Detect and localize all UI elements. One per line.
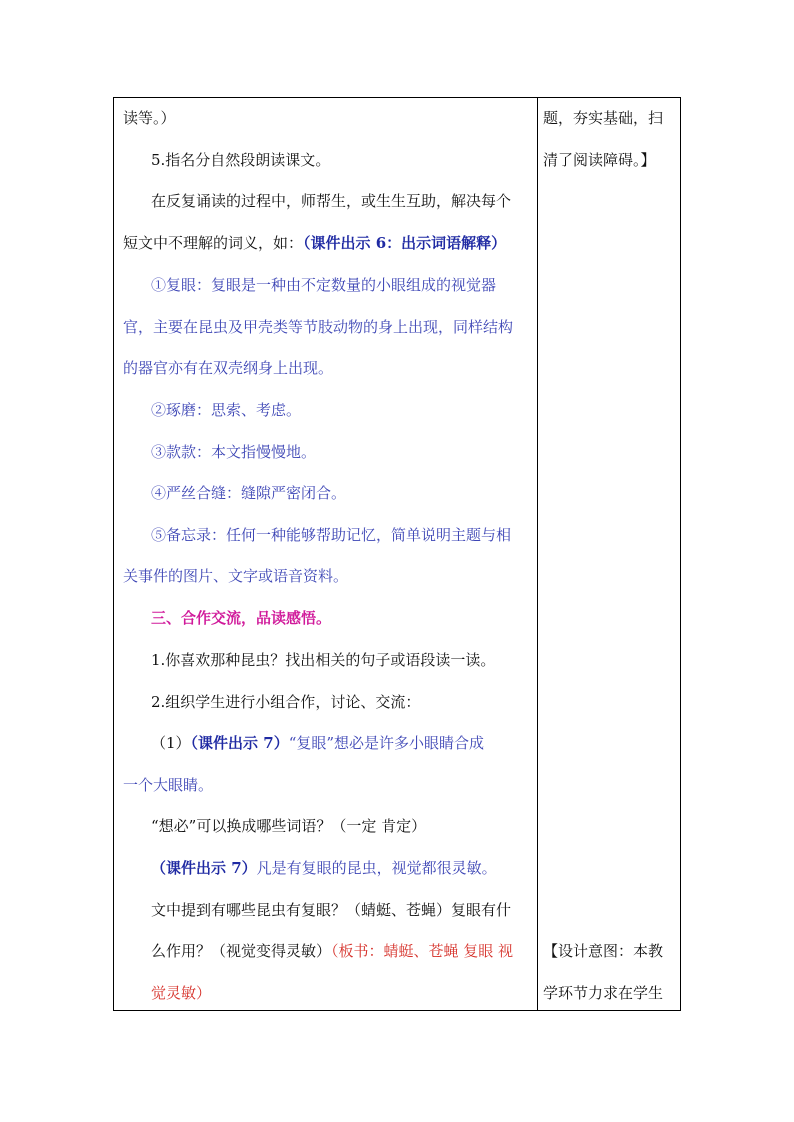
text-line <box>123 223 506 264</box>
text-line: 在反复诵读的过程中，师帮生，或生生互助，解决每个 <box>151 192 512 210</box>
definition-line: ④严丝合缝：缝隙严密闭合。 <box>151 484 347 502</box>
definition-line: 的器官亦有在双壳纲身上出现。 <box>123 359 334 377</box>
text-line <box>151 931 513 972</box>
side-note-line: 清了阅读障碍。】 <box>543 151 656 169</box>
text-line <box>151 723 484 764</box>
side-note-line: 题，夯实基础，扫 <box>543 109 664 127</box>
section-heading: 三、合作交流，品读感悟。 <box>151 609 332 627</box>
definition-line: ①复眼：复眼是一种由不定数量的小眼组成的视觉器 <box>151 276 497 294</box>
blackboard-note: （板书：蜻蜓、苍蝇 复眼 视 <box>331 942 514 960</box>
definition-line: ②琢磨：思索、考虑。 <box>151 401 302 419</box>
side-note-line: 学环节力求在学生 <box>543 984 664 1002</box>
text-segment: 么作用？（视觉变得灵敏） <box>151 942 332 960</box>
definition-line: ⑤备忘录：任何一种能够帮助记忆，简单说明主题与相 <box>151 526 512 544</box>
lesson-table <box>113 97 681 1011</box>
text-line: “想必”可以换成哪些词语？（一定 肯定） <box>151 817 427 835</box>
column-divider <box>537 98 538 1010</box>
side-note-line: 【设计意图：本教 <box>543 942 664 960</box>
text-line: 1.你喜欢那种昆虫？找出相关的句子或语段读一读。 <box>151 651 496 669</box>
text-line <box>151 848 497 889</box>
text-segment: （1） <box>151 734 191 752</box>
blackboard-note: 觉灵敏） <box>151 984 212 1002</box>
quoted-sentence: 一个大眼睛。 <box>123 776 214 794</box>
text-segment: 短文中不理解的词义，如： <box>123 234 304 252</box>
text-line: 5.指名分自然段朗读课文。 <box>151 151 331 169</box>
text-line: 2.组织学生进行小组合作，讨论、交流： <box>151 693 421 711</box>
courseware-note: （课件出示 6：出示词语解释） <box>303 234 507 252</box>
definition-line: ③款款：本文指慢慢地。 <box>151 443 317 461</box>
courseware-note: （课件出示 7） <box>190 734 289 752</box>
courseware-note: （课件出示 7） <box>151 859 257 877</box>
definition-line: 关事件的图片、文字或语音资料。 <box>123 567 349 585</box>
text-line: 读等。） <box>123 109 176 127</box>
quoted-sentence: 凡是有复眼的昆虫，视觉都很灵敏。 <box>256 859 497 877</box>
quoted-sentence: “复眼”想必是许多小眼睛合成 <box>288 734 485 752</box>
definition-line: 官，主要在昆虫及甲壳类等节肢动物的身上出现，同样结构 <box>123 318 514 336</box>
text-line: 文中提到有哪些昆虫有复眼？（蜻蜓、苍蝇）复眼有什 <box>151 901 512 919</box>
